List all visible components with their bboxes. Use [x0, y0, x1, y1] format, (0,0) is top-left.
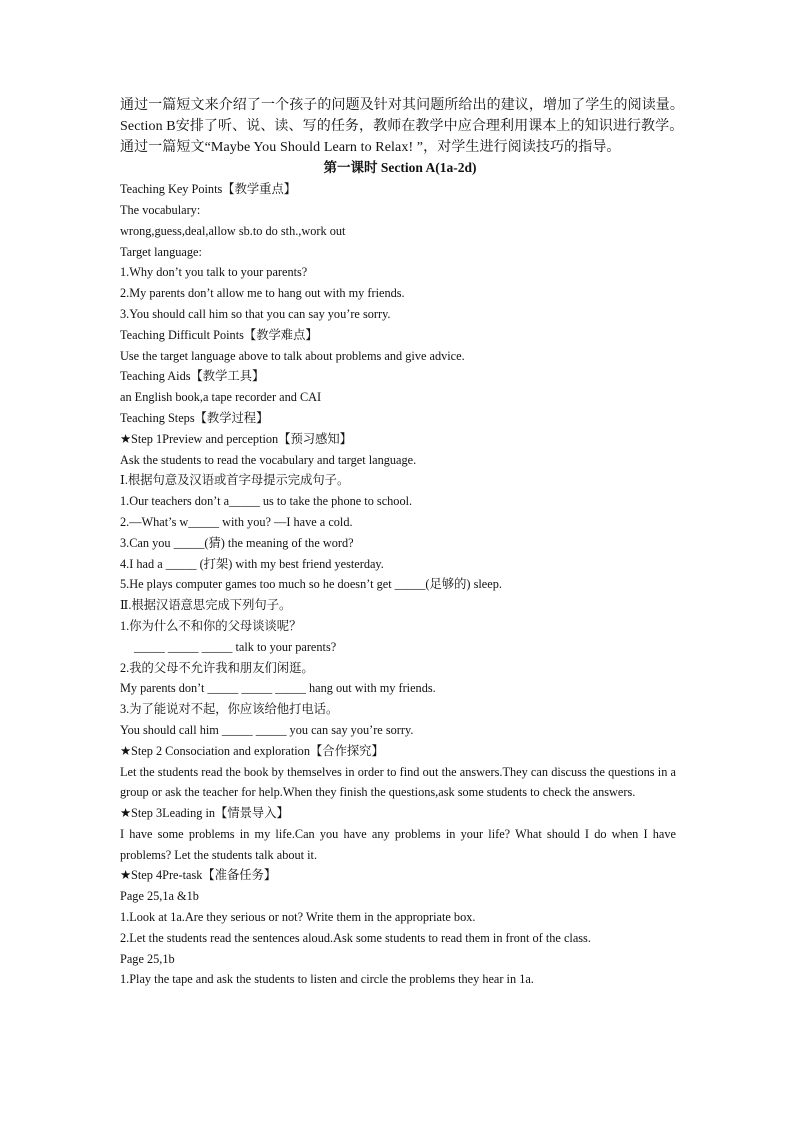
step1-part2-heading: Ⅱ.根据汉语意思完成下列句子。 — [120, 598, 292, 613]
aids-text: an English book,a tape recorder and CAI — [120, 390, 322, 405]
intro-line-3: 通过一篇短文“Maybe You Should Learn to Relax! ”，对学生进行阅读技巧的指导。 — [120, 139, 621, 155]
step2-heading: ★Step 2 Consociation and exploration【合作探究】 — [120, 743, 384, 758]
step1-heading: ★Step 1Preview and perception【预习感知】 — [120, 431, 352, 446]
translation-q1-cn: 1.你为什么不和你的父母谈谈呢？ — [120, 618, 302, 633]
vocab-list: wrong,guess,deal,allow sb.to do sth.,work out — [120, 223, 346, 238]
target-sentence-2: 2.My parents don’t allow me to hang out with my friends. — [120, 286, 405, 301]
step3-heading: ★Step 3Leading in【情景导入】 — [120, 806, 289, 821]
exercise-item-1: 1.Our teachers don’t a_____ us to take the phone to school. — [120, 494, 413, 509]
translation-q2-cn: 2.我的父母不允许我和朋友们闲逛。 — [120, 660, 314, 675]
exercise-item-5: 5.He plays computer games too much so he doesn’t get _____(足够的) sleep. — [120, 577, 502, 592]
intro-line-1: 通过一篇短文来介绍了一个孩子的问题及针对其问题所给出的建议，增加了学生的阅读量。 — [120, 98, 684, 113]
vocab-label: The vocabulary: — [120, 202, 201, 217]
key-points-heading: Teaching Key Points【教学重点】 — [120, 182, 297, 197]
translation-q2-en: My parents don’t _____ _____ _____ hang out with my friends. — [120, 681, 436, 696]
step4-item-3: 1.Play the tape and ask the students to listen and circle the problems they hear in 1a. — [120, 972, 534, 987]
target-sentence-1: 1.Why don’t you talk to your parents? — [120, 265, 308, 280]
difficult-points-heading: Teaching Difficult Points【教学难点】 — [120, 327, 318, 342]
translation-q3-en: You should call him _____ _____ you can say you’re sorry. — [120, 722, 414, 737]
step4-item-1: 1.Look at 1a.Are they serious or not? Write them in the appropriate box. — [120, 910, 476, 925]
step3-text: I have some problems in my life.Can you have any problems in your life? What should I do when I have problems? Let the students talk about it. — [120, 826, 676, 862]
aids-heading: Teaching Aids【教学工具】 — [120, 369, 265, 384]
step4-page-2: Page 25,1b — [120, 951, 175, 966]
step4-heading: ★Step 4Pre-task【准备任务】 — [120, 868, 277, 883]
step1-part1-heading: Ⅰ.根据句意及汉语或首字母提示完成句子。 — [120, 473, 350, 488]
translation-q3-cn: 3.为了能说对不起，你应该给他打电话。 — [120, 702, 339, 717]
exercise-item-3: 3.Can you _____(猜) the meaning of the word? — [120, 535, 354, 550]
step1-intro: Ask the students to read the vocabulary and target language. — [120, 452, 417, 467]
difficult-points-text: Use the target language above to talk about problems and give advice. — [120, 348, 465, 363]
step4-item-2: 2.Let the students read the sentences aloud.Ask some students to read them in front of the class. — [120, 930, 591, 945]
lesson-title: 第一课时 Section A(1a-2d) — [323, 160, 477, 176]
exercise-item-4: 4.I had a _____ (打架) with my best friend yesterday. — [120, 556, 384, 571]
translation-q1-en: _____ _____ _____ talk to your parents? — [134, 639, 337, 654]
document-page — [120, 96, 684, 990]
target-sentence-3: 3.You should call him so that you can say you’re sorry. — [120, 306, 391, 321]
exercise-item-2: 2.—What’s w_____ with you? —I have a cold. — [120, 514, 353, 529]
step4-page-1: Page 25,1a &1b — [120, 889, 199, 904]
target-label: Target language: — [120, 244, 202, 259]
steps-heading: Teaching Steps【教学过程】 — [120, 410, 269, 425]
step2-text: Let the students read the book by themselves in order to find out the answers.They can discuss the questions in a group or ask the teacher for help.When they finish the questions,ask some students to check the answers. — [120, 764, 676, 800]
intro-line-2: Section B安排了听、说、读、写的任务，教师在教学中应合理利用课本上的知识进行教学。 — [120, 118, 684, 134]
